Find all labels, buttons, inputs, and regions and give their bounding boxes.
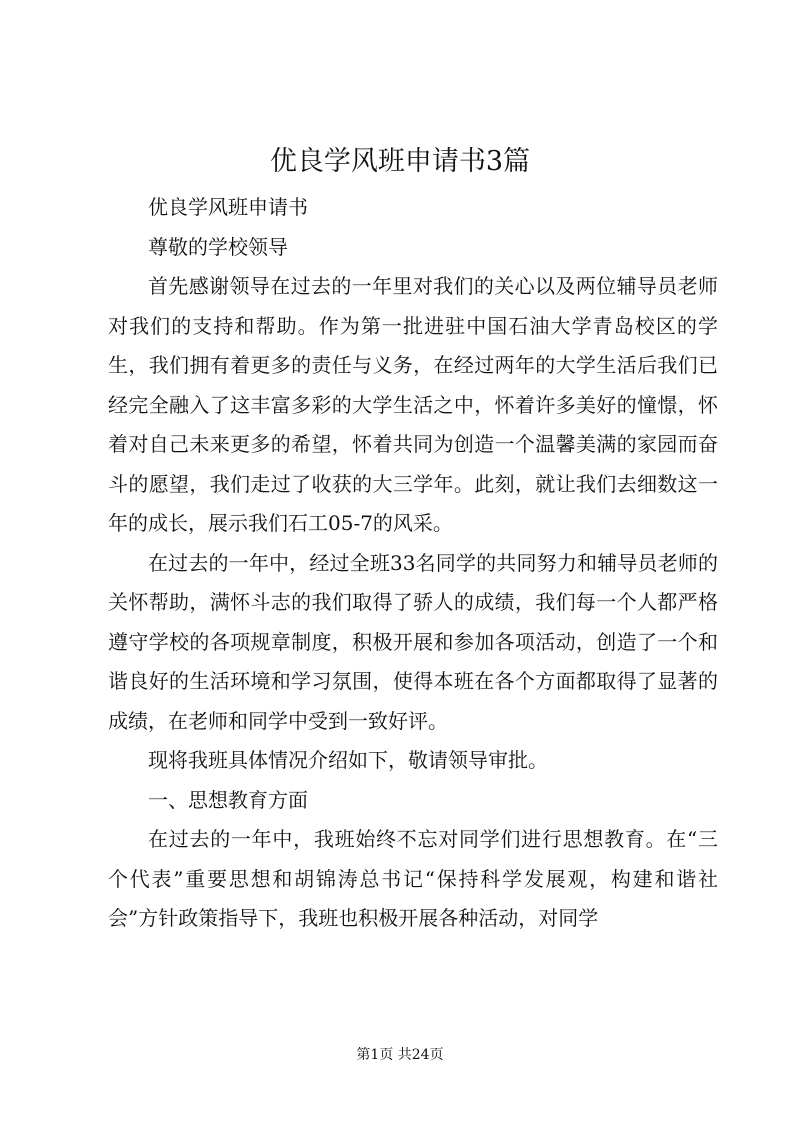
- document-body: [108, 188, 718, 939]
- subtitle-paragraph: 优良学风班申请书: [148, 195, 308, 219]
- document-title: 优良学风班申请书3篇: [269, 146, 531, 177]
- achievements-paragraph: 在过去的一年中，经过全班33名同学的共同努力和辅导员老师的关怀帮助，满怀斗志的我们取得了骄人的成绩，我们每一个人都严格遵守学校的各项规章制度，积极开展和参加各项活动，创造了一个和谐良好的生活环境和学习氛围，使得本班在各个方面都取得了显著的成绩，在老师和同学中受到一致好评。: [108, 550, 718, 733]
- salutation-paragraph: 尊敬的学校领导: [148, 234, 288, 259]
- intro-paragraph: 首先感谢领导在过去的一年里对我们的关心以及两位辅导员老师对我们的支持和帮助。作为第一批进驻中国石油大学青岛校区的学生，我们拥有着更多的责任与义务，在经过两年的大学生活后我们已经完全融入了这丰富多彩的大学生活之中，怀着许多美好的憧憬，怀着对自己未来更多的希望，怀着共同为创造一个温馨美满的家园而奋斗的愿望，我们走过了收获的大三学年。此刻，就让我们去细数这一年的成长，展示我们石工05-7的风采。: [108, 274, 718, 535]
- section-heading: 一、思想教育方面: [148, 787, 308, 812]
- ideology-paragraph: 在过去的一年中，我班始终不忘对同学们进行思想教育。在“三个代表”重要思想和胡锦涛总书记“保持科学发展观，构建和谐社会”方针政策指导下，我班也积极开展各种活动，对同学: [108, 827, 718, 930]
- request-paragraph: 现将我班具体情况介绍如下，敬请领导审批。: [148, 748, 548, 772]
- page-footer: 第1页 共24页: [356, 1047, 444, 1063]
